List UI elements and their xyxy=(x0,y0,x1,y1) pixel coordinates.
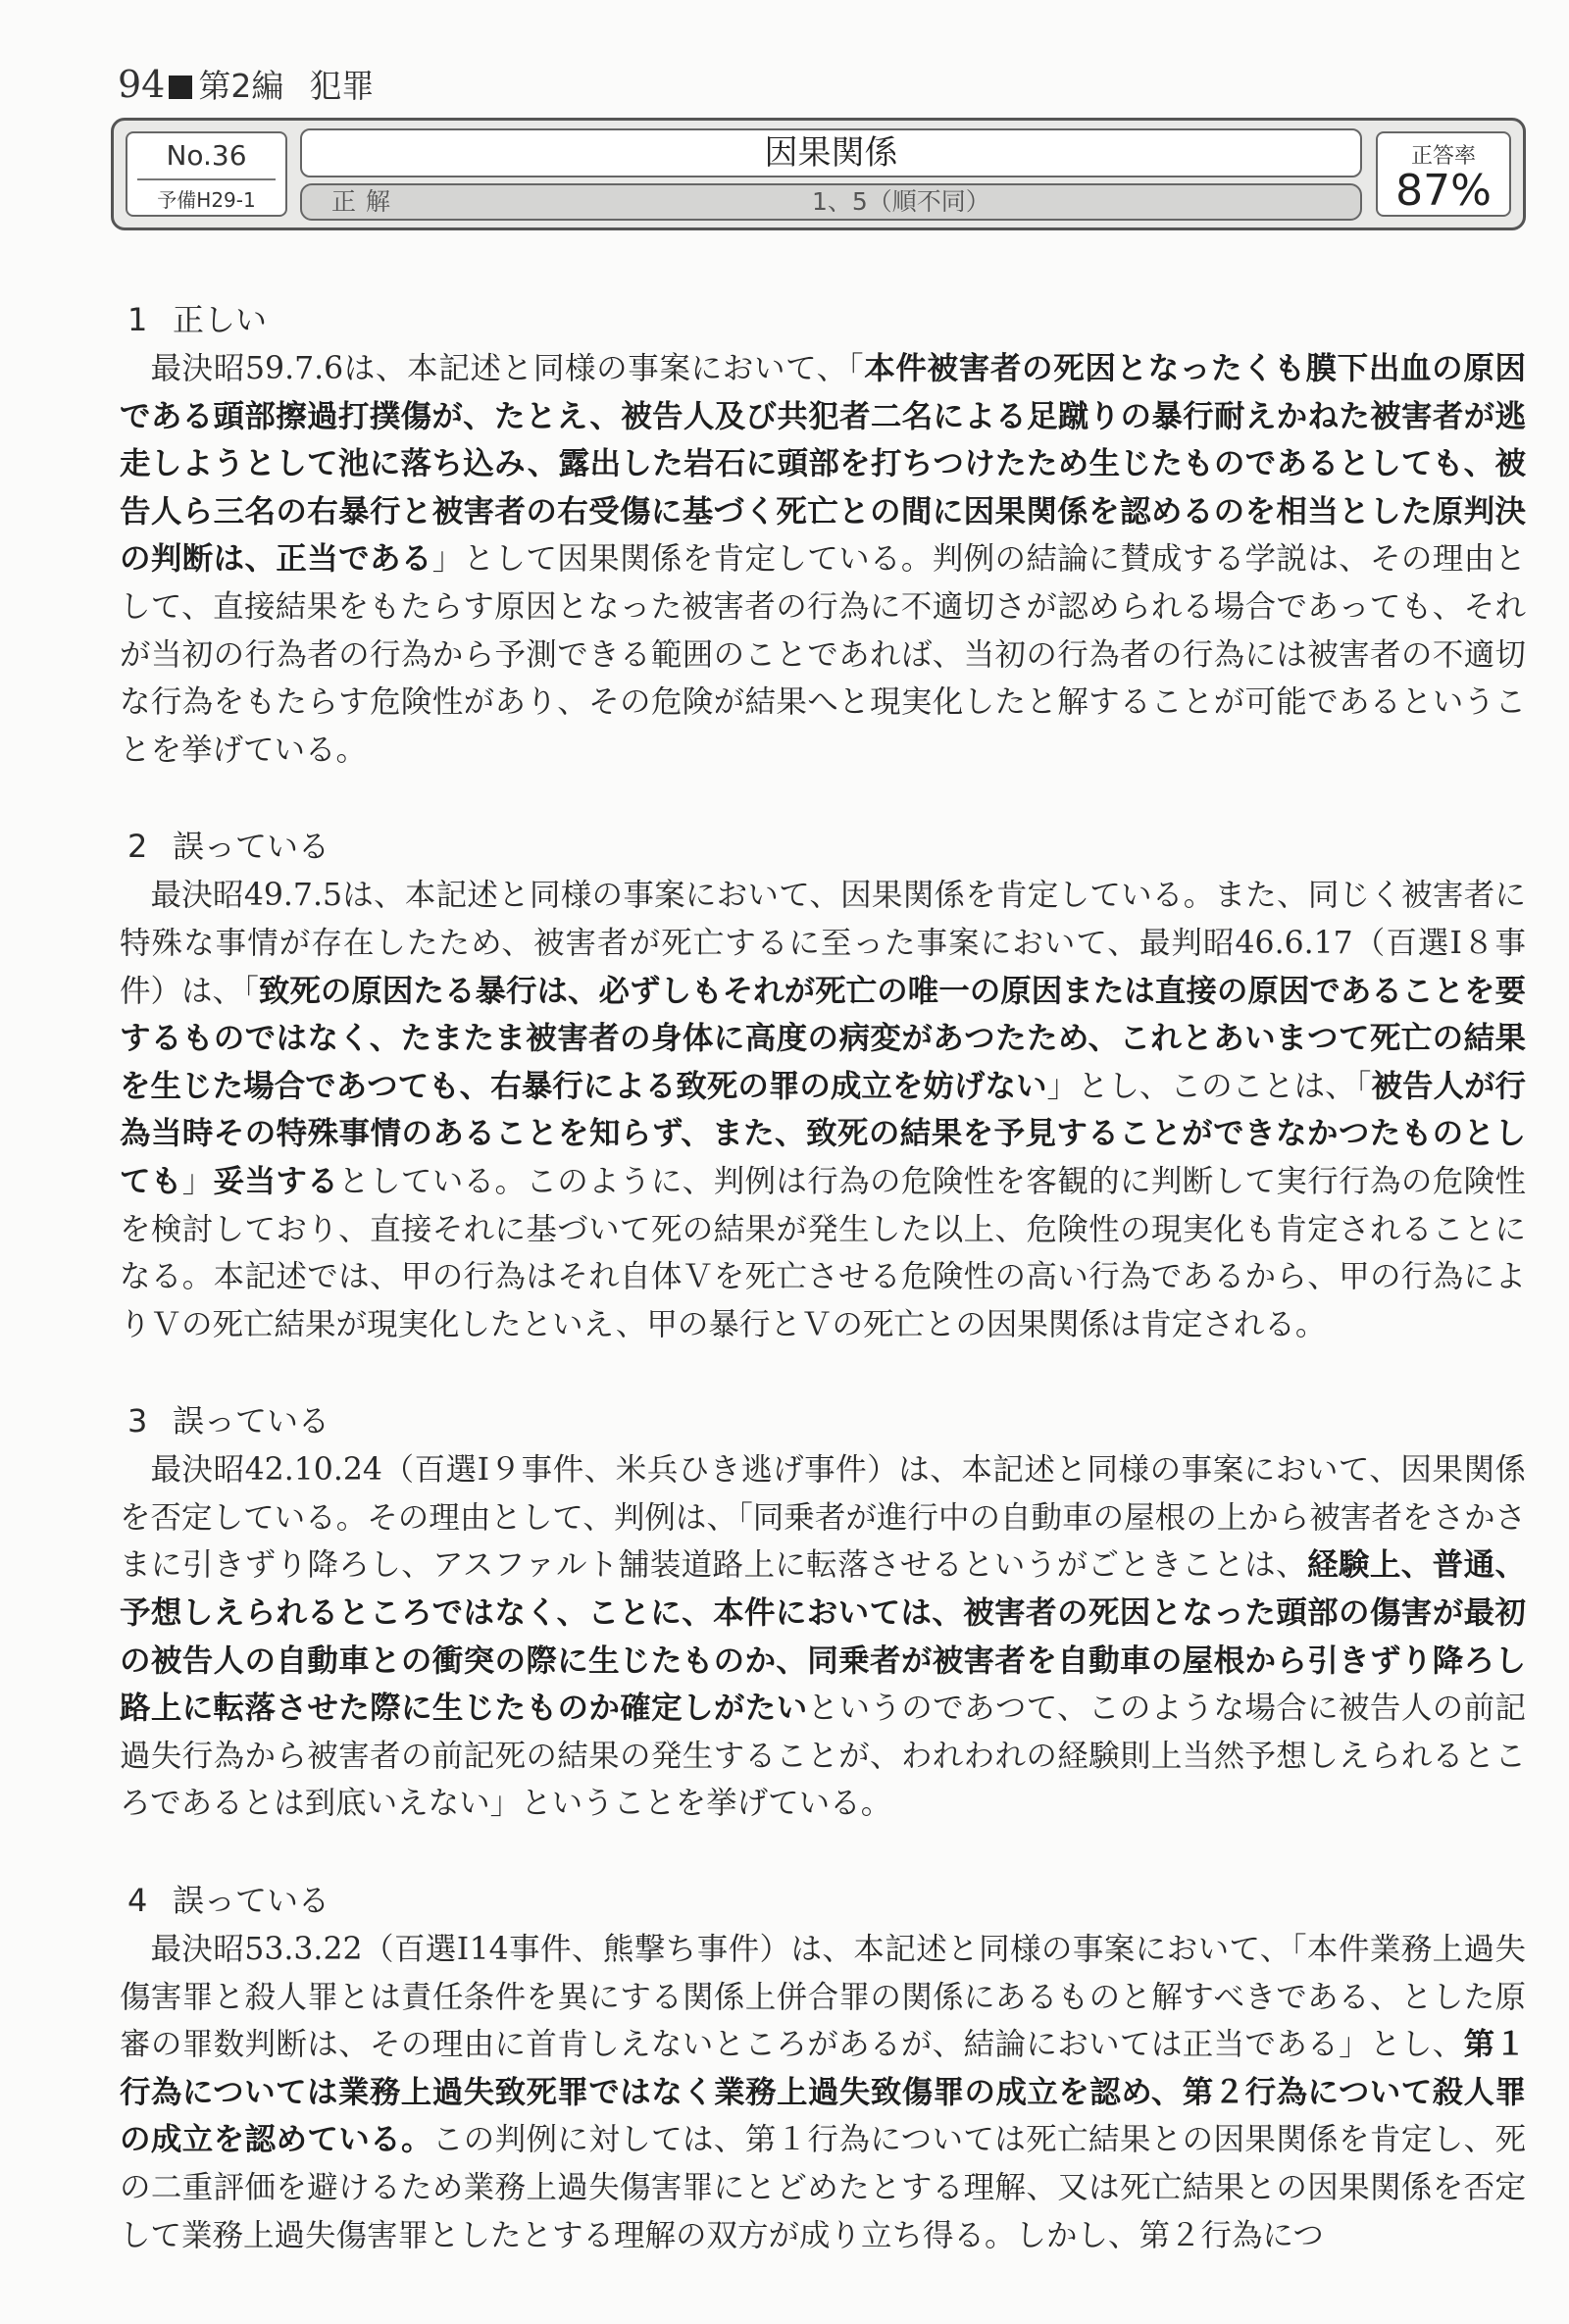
section-verdict: 正しい xyxy=(173,301,268,338)
paragraph-text: というのであつて、このような場合に被告人の前記過失行為から被害者の前記死の結果の発生することが、われわれの経験則上当然予想しえられるところであるとは到底いえない」ということを挙げている。 xyxy=(120,1691,1526,1822)
section-verdict: 誤っている xyxy=(173,1402,330,1440)
section-heading xyxy=(120,1875,1526,1926)
emphasized-quote: 経験上、普通、予想しえられるところではなく、ことに、本件においては、被害者の死因となった頭部の傷害が最初の被告人の自動車との衝突の際に生じたものか、同乗者が被害者を自動車の屋根から引きずり降ろし路上に転落させた際に生じたものか確定しがたい xyxy=(120,1547,1526,1727)
correct-rate-box xyxy=(1376,131,1511,217)
subject-label: 犯罪 xyxy=(309,67,375,105)
section-verdict: 誤っている xyxy=(173,828,330,866)
section-paragraph xyxy=(120,1446,1526,1828)
question-title: 因果関係 xyxy=(300,128,1362,177)
correct-rate-value: 87% xyxy=(1395,166,1492,216)
paragraph-text: この判例に対しては、第１行為については死亡結果との因果関係を肯定し、死の二重評価を避けるため業務上過失傷害罪にとどめたとする理解、又は死亡結果との因果関係を否定して業務上過失傷害罪としたとする理解の双方が成り立ち得る。しかし、第２行為につ xyxy=(120,2122,1526,2253)
answer-bar xyxy=(300,183,1362,221)
section-number: 1 xyxy=(127,301,148,338)
section xyxy=(120,1875,1526,2259)
question-id-box xyxy=(126,131,287,217)
section-verdict: 誤っている xyxy=(173,1882,330,1920)
paragraph-text: 」 xyxy=(181,1163,214,1199)
question-source: 予備H29-1 xyxy=(157,188,256,212)
part-label: 第2編 xyxy=(198,67,284,105)
question-header xyxy=(111,118,1526,230)
paragraph-text: 」として因果関係を肯定している。判例の結論に賛成する学説は、その理由として、直接結果をもたらす原因となった被害者の行為に不適切さが認められる場合であっても、それが当初の行為者の行為から予測できる範囲のことであれば、当初の行為者の行為には被害者の不適切な行為をもたらす危険性があり、その危険が結果へと現実化したと解することが可能であるということを挙げている。 xyxy=(120,541,1526,768)
emphasized-quote: 妥当する xyxy=(213,1163,339,1199)
answer-label: 正解 xyxy=(331,187,401,216)
paragraph-text: 最決昭59.7.6は、本記述と同様の事案において、「 xyxy=(150,351,865,386)
section-number: 3 xyxy=(127,1402,148,1440)
section xyxy=(120,1395,1526,1828)
running-head xyxy=(118,61,374,107)
answer-value: 1、5（順不同） xyxy=(812,187,990,216)
section-paragraph xyxy=(120,872,1526,1348)
emphasized-quote: 本件被害者の死因となったくも膜下出血の原因である頭部擦過打撲傷が、たとえ、被告人及び共犯者二名による足蹴りの暴行耐えかねた被害者が逃走しようとして池に落ち込み、露出した岩石に頭部を打ちつけたため生じたものであるとしても、被告人ら三名の右暴行と被害者の右受傷に基づく死亡との間に因果関係を認めるのを相当とした原判決の判断は、正当である xyxy=(120,351,1526,578)
square-marker-icon xyxy=(169,76,192,99)
emphasized-quote: 致死の原因たる暴行は、必ずしもそれが死亡の唯一の原因または直接の原因であることを要するものではなく、たまたま被害者の身体に高度の病変があつたため、これとあいまつて死亡の結果を生じた場合であつても、右暴行による致死の罪の成立を妨げない xyxy=(120,973,1526,1104)
correct-rate-label: 正答率 xyxy=(1410,144,1476,169)
section-heading xyxy=(120,294,1526,345)
section xyxy=(120,821,1526,1348)
section-paragraph xyxy=(120,345,1526,774)
page-number: 94 xyxy=(118,63,166,106)
paragraph-text: 」とし、このことは、「 xyxy=(1046,1068,1372,1104)
section-heading xyxy=(120,1395,1526,1446)
paragraph-text: としている。このように、判例は行為の危険性を客観的に判断して実行行為の危険性を検討しており、直接それに基づいて死の結果が発生した以上、危険性の現実化も肯定されることになる。本記述では、甲の行為はそれ自体Ｖを死亡させる危険性の高い行為であるから、甲の行為によりＶの死亡結果が現実化したといえ、甲の暴行とＶの死亡との因果関係は肯定される。 xyxy=(120,1163,1526,1342)
explanation-body xyxy=(120,294,1526,2306)
section-number: 4 xyxy=(127,1882,148,1920)
section xyxy=(120,294,1526,774)
section-heading xyxy=(120,821,1526,872)
section-paragraph xyxy=(120,1926,1526,2259)
paragraph-text: 最決昭53.3.22（百選Ⅰ14事件、熊撃ち事件）は、本記述と同様の事案において、「本件業務上過失傷害罪と殺人罪とは責任条件を異にする関係上併合罪の関係にあるものと解すべきである、とした原審の罪数判断は、その理由に首肯しえないところがあるが、結論においては正当である」とし、 xyxy=(120,1932,1526,2063)
section-number: 2 xyxy=(127,828,148,866)
paragraph-text: 最決昭42.10.24（百選Ⅰ９事件、米兵ひき逃げ事件）は、本記述と同様の事案において、因果関係を否定している。その理由として、判例は、「同乗者が進行中の自動車の屋根の上から被害者をさかさまに引きずり降ろし、アスファルト舗装道路上に転落させるというがごときことは、 xyxy=(120,1452,1526,1584)
emphasized-quote: 被告人が行為当時その特殊事情のあることを知らず、また、致死の結果を予見することができなかつたものとしても xyxy=(120,1068,1526,1199)
emphasized-quote: 第１行為については業務上過失致死罪ではなく業務上過失致傷罪の成立を認め、第２行為について殺人罪の成立を認めている。 xyxy=(120,2027,1526,2158)
question-number: No.36 xyxy=(166,139,247,172)
paragraph-text: 最決昭49.7.5は、本記述と同様の事案において、因果関係を肯定している。また、同じく被害者に特殊な事情が存在したため、被害者が死亡するに至った事案において、最判昭46.6.17（百選Ⅰ８事件）は、「 xyxy=(120,878,1526,1009)
